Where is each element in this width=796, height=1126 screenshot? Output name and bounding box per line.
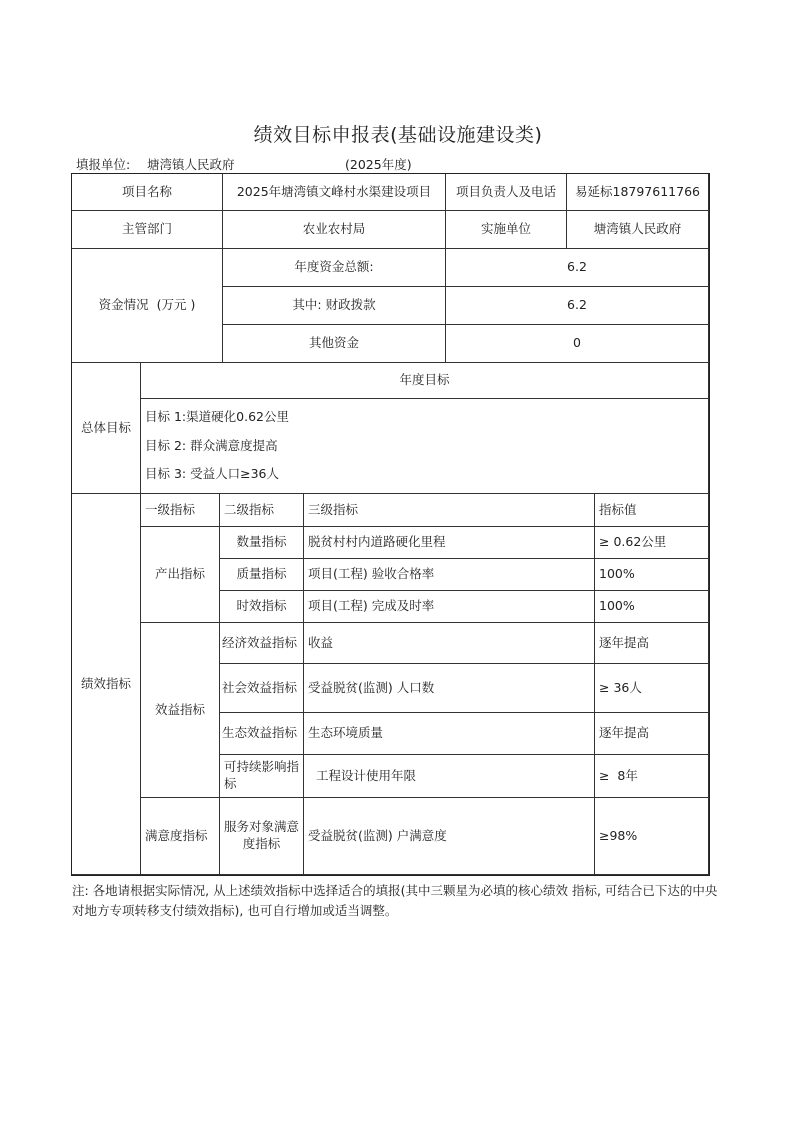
satisfaction-value: ≥98% [594, 797, 709, 875]
goal-item: 目标 3: 受益人口≥36人 [145, 466, 279, 482]
output-level3: 脱贫村村内道路硬化里程 [303, 526, 595, 559]
annual-goal-header: 年度目标 [140, 362, 709, 399]
goal-item: 目标 2: 群众满意度提高 [145, 437, 278, 453]
project-contact-value: 易延标18797611766 [566, 173, 709, 211]
output-level2: 数量指标 [219, 526, 304, 559]
implementing-unit-label: 实施单位 [445, 210, 567, 249]
satisfaction-level3: 受益脱贫(监测) 户满意度 [303, 797, 595, 875]
reporting-unit-value: 塘湾镇人民政府 [147, 157, 235, 172]
project-name-label: 项目名称 [71, 173, 223, 211]
reporting-unit-label: 填报单位: [76, 157, 131, 172]
implementing-unit-value: 塘湾镇人民政府 [566, 210, 709, 249]
output-level2: 时效指标 [219, 590, 304, 623]
output-indicator-label: 产出指标 [140, 526, 220, 623]
document-title: 绩效目标申报表(基础设施建设类) [253, 124, 543, 146]
funds-fiscal-label: 其中: 财政拨款 [222, 286, 446, 325]
output-level3: 项目(工程) 完成及时率 [303, 590, 595, 623]
output-level3: 项目(工程) 验收合格率 [303, 558, 595, 591]
project-contact-label: 项目负责人及电话 [445, 173, 567, 211]
fiscal-year: (2025年度) [345, 157, 412, 172]
goal-item: 目标 1:渠道硬化0.62公里 [145, 408, 289, 424]
benefit-value: ≥ 8年 [594, 754, 709, 798]
benefit-level2: 经济效益指标 [219, 622, 304, 664]
benefit-indicator-label: 效益指标 [140, 622, 220, 798]
benefit-level3: 工程设计使用年限 [303, 754, 595, 798]
header-level1: 一级指标 [140, 493, 220, 527]
funds-other-value: 0 [445, 324, 709, 363]
benefit-level3: 受益脱贫(监测) 人口数 [303, 663, 595, 713]
benefit-level2: 生态效益指标 [219, 712, 304, 755]
output-value: ≥ 0.62公里 [594, 526, 709, 559]
benefit-level2: 社会效益指标 [219, 663, 304, 713]
overall-goal-label: 总体目标 [71, 362, 141, 494]
benefit-level2: 可持续影响指标 [219, 754, 304, 798]
funds-fiscal-value: 6.2 [445, 286, 709, 325]
benefit-level3: 收益 [303, 622, 595, 664]
annual-goal-list [140, 398, 709, 494]
supervising-dept-label: 主管部门 [71, 210, 223, 249]
satisfaction-level2: 服务对象满意度指标 [219, 797, 304, 875]
benefit-value: 逐年提高 [594, 712, 709, 755]
satisfaction-indicator-label: 满意度指标 [140, 797, 220, 875]
header-level3: 三级指标 [303, 493, 595, 527]
supervising-dept-value: 农业农村局 [222, 210, 446, 249]
benefit-level3: 生态环境质量 [303, 712, 595, 755]
header-value: 指标值 [594, 493, 709, 527]
header-level2: 二级指标 [219, 493, 304, 527]
output-value: 100% [594, 590, 709, 623]
output-level2: 质量指标 [219, 558, 304, 591]
footnote: 注: 各地请根据实际情况, 从上述绩效指标中选择适合的填报(其中三颗星为必填的核心绩效 指标, 可结合已下达的中央对地方专项转移支付绩效指标), 也可自行增加或适当调整。 [72, 883, 718, 918]
funds-label: 资金情况 (万元 ) [71, 248, 223, 363]
benefit-value: 逐年提高 [594, 622, 709, 664]
performance-indicator-label: 绩效指标 [71, 493, 141, 875]
funds-total-value: 6.2 [445, 248, 709, 287]
funds-total-label: 年度资金总额: [222, 248, 446, 287]
funds-other-label: 其他资金 [222, 324, 446, 363]
project-name-value: 2025年塘湾镇文峰村水渠建设项目 [222, 173, 446, 211]
output-value: 100% [594, 558, 709, 591]
benefit-value: ≥ 36人 [594, 663, 709, 713]
